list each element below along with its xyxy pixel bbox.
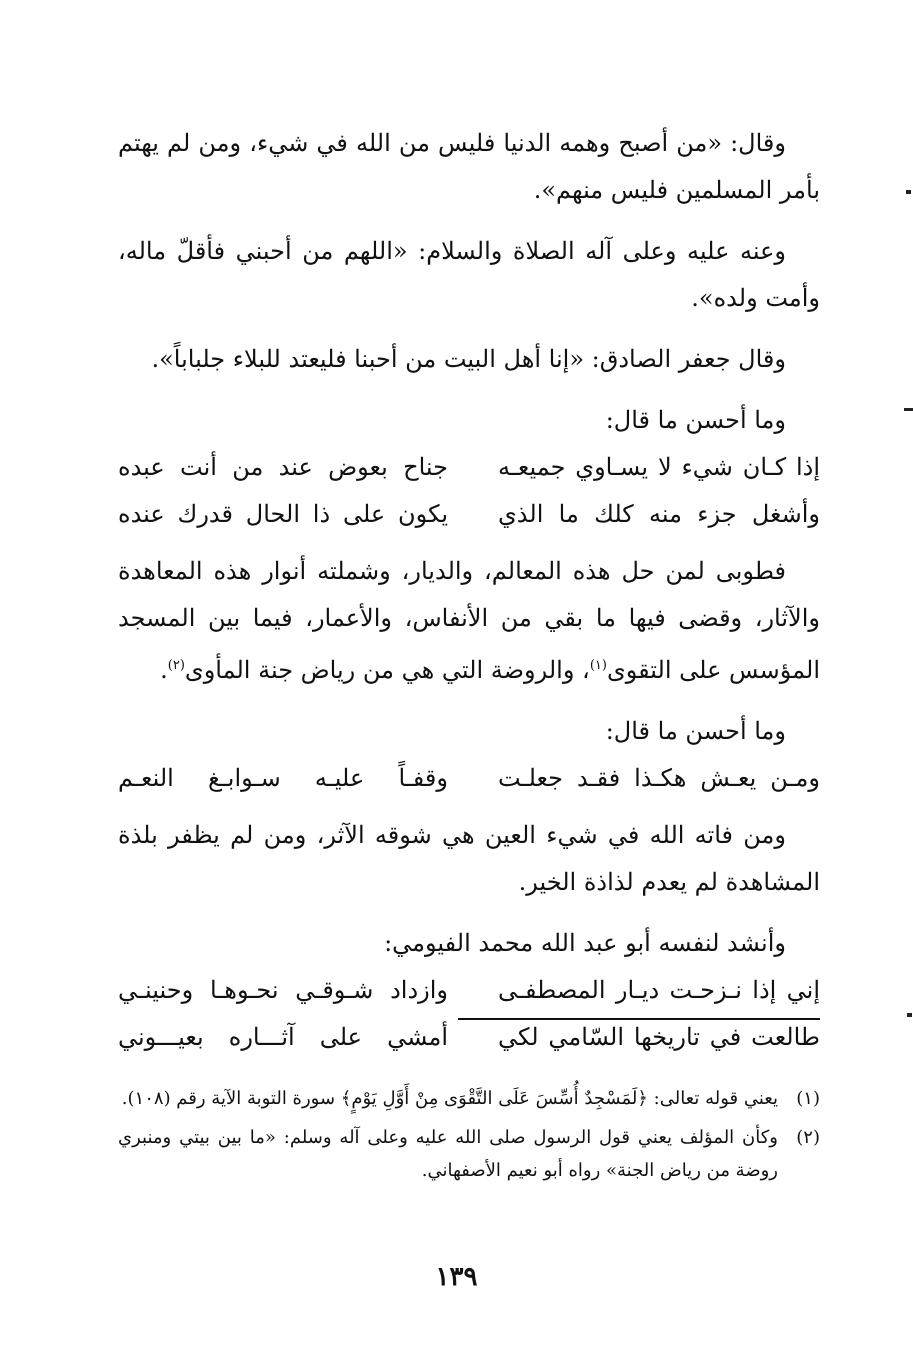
verse-line [118,1014,820,1061]
paragraph-4 [118,548,820,694]
paragraph-2: وعنه عليه وعلى آله الصلاة والسلام: «اللهم من أحبني فأقلّ ماله، وأمت ولده». [118,237,820,312]
footnote-ref-2[interactable]: (٢) [167,658,185,673]
page-number: ١٣٩ [435,1262,478,1292]
verse-hemistich-first: إني إذا نـزحـت ديـار المصطفـى [498,976,820,1004]
verse-hemistich-first: وأشغل جزء منه كلك ما الذي [498,500,820,528]
verse-hemistich-second: يكون على ذا الحال قدرك عنده [118,500,448,528]
main-text [118,120,820,1061]
paragraph-3: وقال جعفر الصادق: «إنا أهل البيت من أحبنا فليعتد للبلاء جلباباً». [151,345,786,373]
scan-speck [904,408,913,411]
verse-line [118,444,820,491]
verse-line [118,967,820,1014]
verse-hemistich-first: طالعت في تاريخها السّامي لكي [498,1023,820,1051]
footnote [118,1121,820,1187]
verse-hemistich-first: ومـن يعـش هكـذا فقـد جعلـت [498,764,820,792]
footnote-ref-1[interactable]: (١) [589,658,607,673]
footnote-divider [458,1018,820,1020]
verse-intro-3: وأنشد لنفسه أبو عبد الله محمد الفيومي: [384,929,786,957]
footnote-text: وكأن المؤلف يعني قول الرسول صلى الله عليه وعلى آله وسلم: «ما بين بيتي ومنبري روضة من رياض الجنة» رواه أبو نعيم الأصفهاني. [118,1127,778,1181]
footnote-number: (١) [796,1088,820,1109]
verse-hemistich-second: وازداد شـوقـي نحـوهـا وحنينـي [118,976,448,1004]
footnotes [118,1082,820,1193]
paragraph-5: ومن فاته الله في شيء العين هي شوقه الآثر، ومن لم يظفر بلذة المشاهدة لم يعدم لذاذة الخير. [118,821,820,896]
paragraph-4-text-b: ، والروضة التي هي من رياض جنة المأوى [184,656,590,684]
verse-line [118,755,820,802]
verse-line [118,491,820,538]
paragraph-4-text-a: فطوبى لمن حل هذه المعالم، والديار، وشملته أنوار هذه المعاهدة والآثار، وقضى فيها ما بقي من الأنفاس، والأعمار، فيما بين المسجد المؤسس على التقوى [118,557,820,684]
verse-hemistich-second: جناح بعوض عند من أنت عبده [118,453,448,481]
footnote [118,1082,820,1115]
verse-hemistich-second: أمشي على آثـــاره بعيـــوني [118,1023,448,1051]
scan-speck [906,190,911,194]
verse-intro-1: وما أحسن ما قال: [605,406,786,434]
scan-speck [907,1013,912,1017]
footnote-number: (٢) [796,1127,820,1148]
paragraph-4-text-c: . [160,656,168,684]
paragraph-1: وقال: «من أصبح وهمه الدنيا فليس من الله في شيء، ومن لم يهتم بأمر المسلمين فليس منهم». [118,129,820,204]
footnote-text: يعني قوله تعالى: ﴿لَمَسْجِدٌ أُسِّسَ عَلَى التَّقْوَى مِنْ أَوَّلِ يَوْمٍ﴾ سورة التوبة الآية رقم (١٠٨). [121,1088,778,1109]
verse-intro-2: وما أحسن ما قال: [605,717,786,745]
verse-hemistich-second: وقفـاً عليـه سـوابـغ النعـم [118,764,448,792]
verse-hemistich-first: إذا كـان شيء لا يسـاوي جميعـه [498,453,820,481]
